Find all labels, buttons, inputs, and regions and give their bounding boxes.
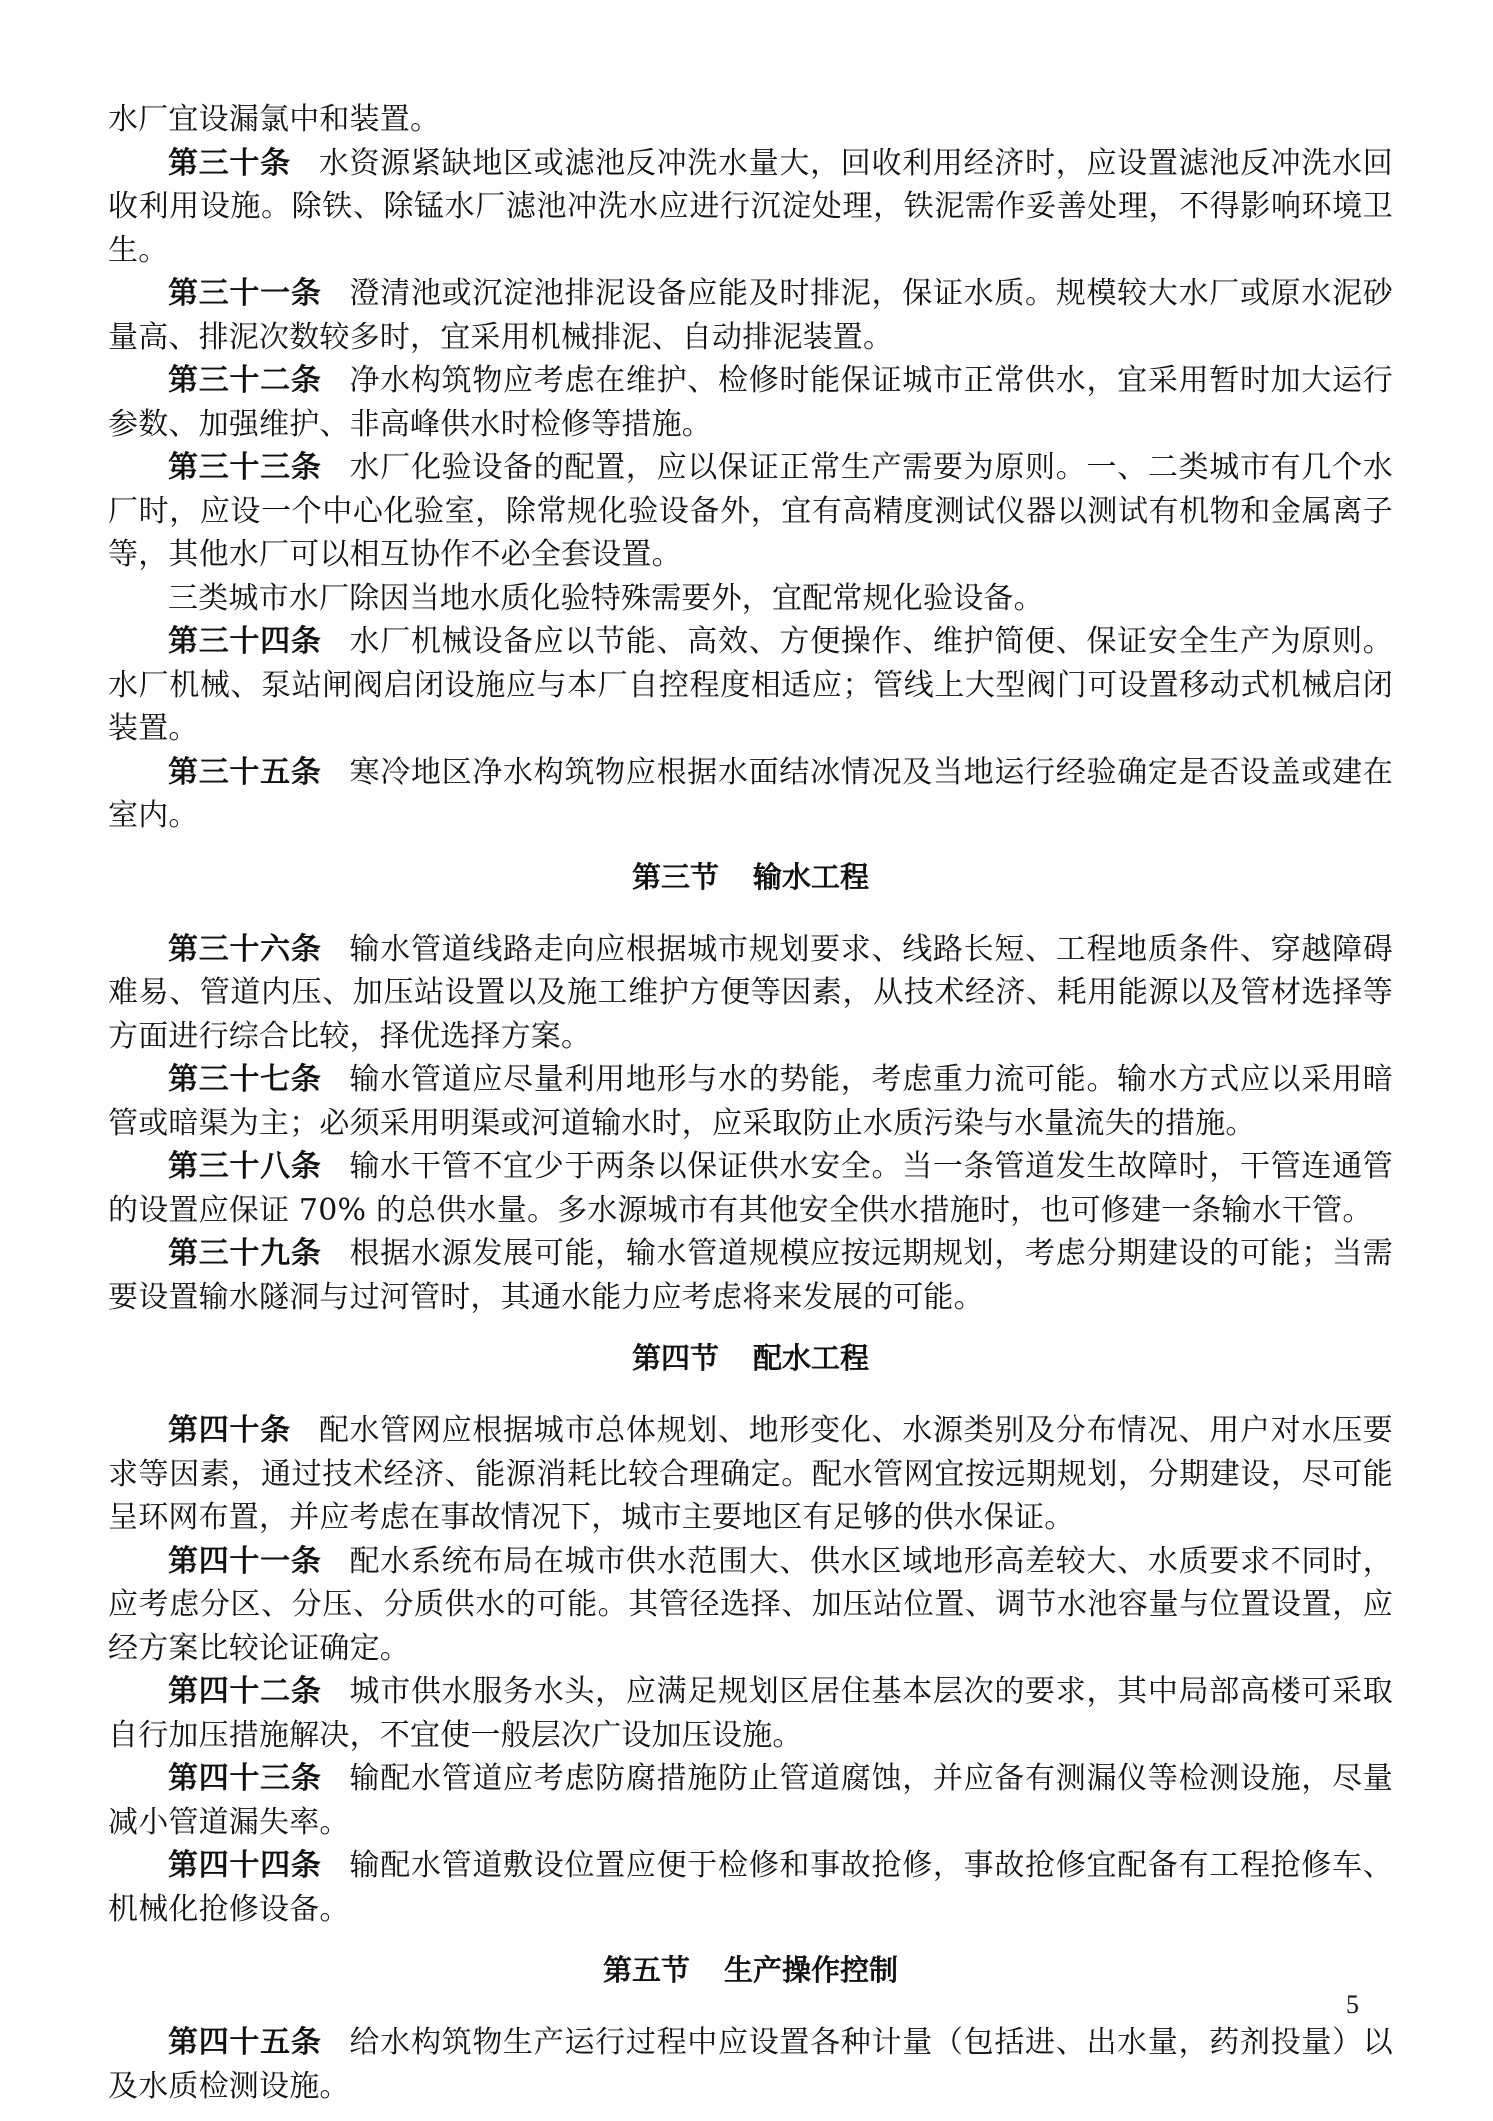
article-text: 水厂化验设备的配置，应以保证正常生产需要为原则。一、二类城市有几个水厂时，应设一个中心化验室，除常规化验设备外，宜有高精度测试仪器以测试有机物和金属离子等，其他水厂可以相互协作不必全套设置。 <box>108 450 1393 572</box>
article-label: 第三十条 <box>168 145 291 181</box>
article-label: 第三十七条 <box>168 1062 322 1097</box>
article-44 <box>108 1844 1393 1931</box>
article-text: 水资源紧缺地区或滤池反冲洗水量大，回收利用经济时，应设置滤池反冲洗水回收利用设施。除铁、除锰水厂滤池冲洗水应进行沉淀处理，铁泥需作妥善处理，不得影响环境卫生。 <box>108 145 1393 268</box>
article-31 <box>108 272 1393 359</box>
article-39 <box>108 1232 1393 1319</box>
article-40 <box>108 1409 1393 1540</box>
article-text: 配水管网应根据城市总体规划、地形变化、水源类别及分布情况、用户对水压要求等因素，通过技术经济、能源消耗比较合理确定。配水管网宜按远期规划，分期建设，尽可能呈环网布置，并应考虑在事故情况下，城市主要地区有足够的供水保证。 <box>108 1413 1393 1535</box>
article-label: 第三十四条 <box>168 624 322 659</box>
section-4-title <box>108 1335 1393 1381</box>
article-43 <box>108 1757 1393 1844</box>
document-page <box>108 98 1393 2108</box>
article-label: 第四十一条 <box>168 1543 322 1579</box>
article-42 <box>108 1670 1393 1757</box>
article-36 <box>108 928 1393 1059</box>
article-41 <box>108 1540 1393 1671</box>
continuation-paragraph: 水厂宜设漏氯中和装置。 <box>108 102 441 137</box>
section-number: 第五节 <box>602 1953 690 1987</box>
article-text: 澄清池或沉淀池排泥设备应能及时排泥，保证水质。规模较大水厂或原水泥砂量高、排泥次数较多时，宜采用机械排泥、自动排泥装置。 <box>108 276 1393 355</box>
section-number: 第三节 <box>631 859 719 894</box>
section-number: 第四节 <box>631 1341 719 1375</box>
article-label: 第三十六条 <box>168 931 322 967</box>
article-label: 第四十四条 <box>168 1848 322 1883</box>
article-label: 第三十五条 <box>168 754 322 790</box>
article-33 <box>108 446 1393 577</box>
article-text: 净水构筑物应考虑在维护、检修时能保证城市正常供水，宜采用暂时加大运行参数、加强维护、非高峰供水时检修等措施。 <box>108 363 1393 442</box>
article-label: 第四十条 <box>168 1413 291 1448</box>
section-5-title <box>108 1947 1393 1993</box>
article-text: 水厂机械设备应以节能、高效、方便操作、维护简便、保证安全生产为原则。水厂机械、泵站闸阀启闭设施应与本厂自控程度相适应；管线上大型阀门可设置移动式机械启闭装置。 <box>108 624 1393 746</box>
article-30 <box>108 142 1393 273</box>
article-45 <box>108 2021 1393 2108</box>
article-text: 配水系统布局在城市供水范围大、供水区域地形高差较大、水质要求不同时，应考虑分区、分压、分质供水的可能。其管径选择、加压站位置、调节水池容量与位置设置，应经方案比较论证确定。 <box>108 1543 1393 1666</box>
article-label: 第三十三条 <box>168 450 322 485</box>
article-label: 第四十五条 <box>168 2025 322 2060</box>
article-text: 根据水源发展可能，输水管道规模应按远期规划，考虑分期建设的可能；当需要设置输水隧洞与过河管时，其通水能力应考虑将来发展的可能。 <box>108 1236 1393 1315</box>
article-label: 第三十二条 <box>168 363 322 398</box>
section-name: 输水工程 <box>753 859 870 894</box>
article-32 <box>108 359 1393 446</box>
article-text: 输水干管不宜少于两条以保证供水安全。当一条管道发生故障时，干管连通管的设置应保证 70% 的总供水量。多水源城市有其他安全供水措施时，也可修建一条输水干管。 <box>108 1149 1393 1228</box>
article-label: 第四十二条 <box>168 1674 322 1709</box>
section-name: 配水工程 <box>753 1341 870 1375</box>
article-text: 城市供水服务水头，应满足规划区居住基本层次的要求，其中局部高楼可采取自行加压措施解决，不宜使一般层次广设加压设施。 <box>108 1674 1393 1753</box>
plain-paragraph: 三类城市水厂除因当地水质化验特殊需要外，宜配常规化验设备。 <box>168 580 1044 616</box>
article-text: 给水构筑物生产运行过程中应设置各种计量（包括进、出水量，药剂投量）以及水质检测设施。 <box>108 2025 1393 2104</box>
section-name: 生产操作控制 <box>724 1953 899 1987</box>
article-34 <box>108 620 1393 751</box>
article-text: 输配水管道敷设位置应便于检修和事故抢修，事故抢修宜配备有工程抢修车、机械化抢修设备。 <box>108 1848 1393 1927</box>
article-38 <box>108 1145 1393 1232</box>
article-text: 输水管道线路走向应根据城市规划要求、线路长短、工程地质条件、穿越障碍难易、管道内压、加压站设置以及施工维护方便等因素，从技术经济、耗用能源以及管材选择等方面进行综合比较，择优选择方案。 <box>108 931 1393 1054</box>
page-number: 5 <box>1346 1990 1359 2019</box>
article-35 <box>108 751 1393 838</box>
article-label: 第三十一条 <box>168 276 322 311</box>
article-label: 第三十八条 <box>168 1149 322 1184</box>
article-label: 第四十三条 <box>168 1761 322 1796</box>
article-text: 寒冷地区净水构筑物应根据水面结冰情况及当地运行经验确定是否设盖或建在室内。 <box>108 754 1393 833</box>
article-text: 输配水管道应考虑防腐措施防止管道腐蚀，并应备有测漏仪等检测设施，尽量减小管道漏失率。 <box>108 1761 1393 1840</box>
section-3-title <box>108 854 1393 900</box>
article-text: 输水管道应尽量利用地形与水的势能，考虑重力流可能。输水方式应以采用暗管或暗渠为主；必须采用明渠或河道输水时，应采取防止水质污染与水量流失的措施。 <box>108 1062 1393 1141</box>
article-37 <box>108 1058 1393 1145</box>
article-label: 第三十九条 <box>168 1236 322 1271</box>
